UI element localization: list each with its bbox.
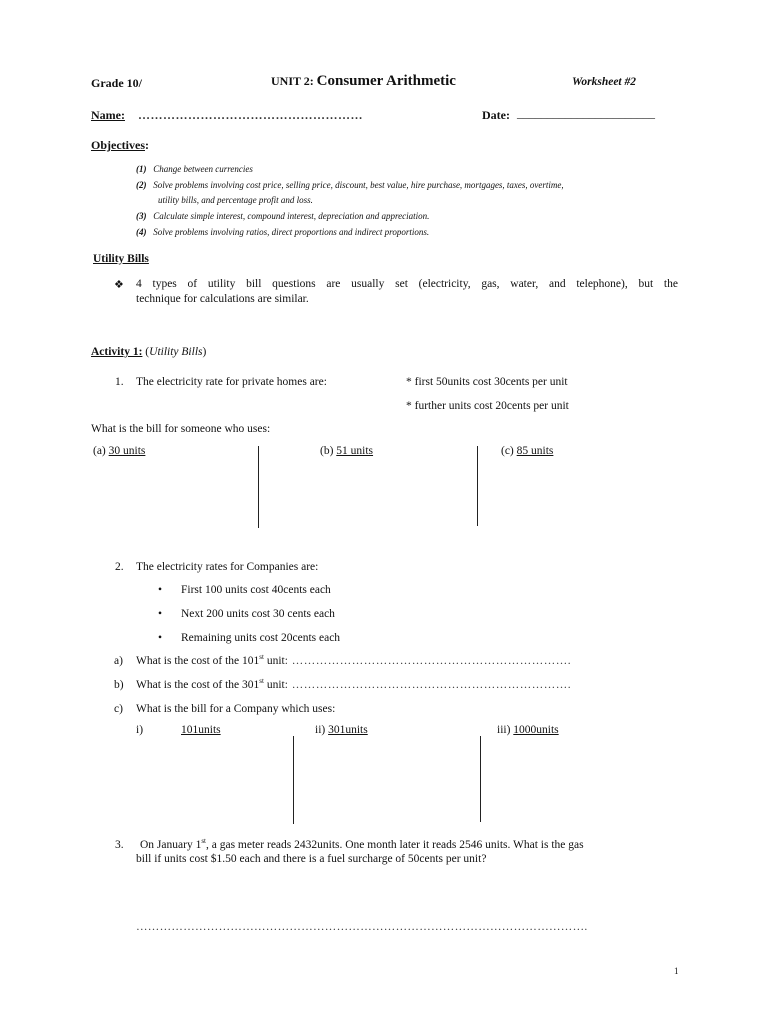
q1-rate-2: * further units cost 20cents per unit [406, 400, 569, 412]
q3-text-line2: bill if units cost $1.50 each and there is a fuel surcharge of 50cents per unit? [136, 853, 487, 865]
q2-part-b-label: b) [114, 679, 124, 691]
objective-item: (3) Calculate simple interest, compound interest, depreciation and appreciation. [136, 211, 430, 221]
page-number: 1 [674, 966, 679, 976]
date-field[interactable]: _______________________ [517, 106, 655, 120]
q2-part-c-label: c) [114, 703, 123, 715]
diamond-bullet-icon: ❖ [114, 279, 124, 291]
unit-title [271, 73, 456, 90]
q2-text: The electricity rates for Companies are: [136, 561, 319, 573]
unit-prefix: UNIT 2: [271, 74, 314, 88]
q1-part-b: (b) 51 units [320, 445, 374, 457]
q3-answer-dots[interactable]: ……………………………………………………………………………………………………. [136, 921, 588, 933]
q1-number: 1. [115, 376, 124, 388]
name-field[interactable]: ……………………………………………… [138, 108, 363, 122]
q1-divider [477, 446, 478, 526]
q2-rate-item: First 100 units cost 40cents each [181, 584, 331, 596]
q2-rate-item: Next 200 units cost 30 cents each [181, 608, 335, 620]
q1-text: The electricity rate for private homes are: [136, 376, 327, 388]
activity-heading: Activity 1: (Utility Bills) [91, 346, 207, 358]
q2-rate-item: Remaining units cost 20cents each [181, 632, 341, 644]
objective-item-continued: utility bills, and percentage profit and loss. [158, 195, 313, 205]
bullet-dot-icon: • [158, 608, 163, 620]
q2-sub-i-label: i) [136, 724, 144, 736]
objective-item: (1) Change between currencies [136, 164, 253, 174]
q2-sub-ii: ii) 301units [315, 724, 368, 736]
q1-part-c: (c) 85 units [501, 445, 554, 457]
unit-name: Consumer Arithmetic [316, 73, 456, 89]
q2-divider [293, 736, 294, 824]
utility-bullet-line2: technique for calculations are similar. [136, 293, 309, 305]
answer-dots[interactable]: : ……………………………………………………………. [284, 655, 572, 667]
q2-sub-iii: iii) 1000units [497, 724, 559, 736]
bullet-dot-icon: • [158, 632, 163, 644]
q1-part-a: (a) 30 units [93, 445, 146, 457]
q1-divider [258, 446, 259, 528]
name-label: Name: [91, 108, 125, 122]
q2-number: 2. [115, 561, 124, 573]
q2-part-a-label: a) [114, 655, 123, 667]
q2-part-b: What is the cost of the 301st unit: ……………………………………………………………. [136, 677, 572, 691]
q1-ask: What is the bill for someone who uses: [91, 423, 271, 435]
grade-label: Grade 10/ [91, 76, 142, 90]
objective-item: (2) Solve problems involving cost price, selling price, discount, best value, hire purchase, mortgages, taxes, overtime, [136, 180, 564, 190]
date-label: Date: [482, 108, 510, 122]
q3-text-line1: On January 1st, a gas meter reads 2432units. One month later it reads 2546 units. What is the gas [140, 837, 584, 851]
q2-sub-i: 101units [181, 724, 221, 736]
q2-part-c: What is the bill for a Company which uses: [136, 703, 336, 715]
worksheet-number: Worksheet #2 [572, 76, 636, 88]
bullet-dot-icon: • [158, 584, 163, 596]
objective-item: (4) Solve problems involving ratios, direct proportions and indirect proportions. [136, 227, 430, 237]
utility-bullet-line1: 4 types of utility bill questions are usually set (electricity, gas, water, and telephone), but the [136, 278, 678, 290]
q2-divider [480, 736, 481, 822]
objectives-heading: Objectives: [91, 138, 149, 152]
q1-rate-1: * first 50units cost 30cents per unit [406, 376, 568, 388]
q3-number: 3. [115, 839, 124, 851]
q2-part-a: What is the cost of the 101st unit: ……………………………………………………………. [136, 653, 572, 667]
answer-dots[interactable]: : ……………………………………………………………. [284, 679, 572, 691]
utility-bills-heading: Utility Bills [93, 253, 149, 265]
